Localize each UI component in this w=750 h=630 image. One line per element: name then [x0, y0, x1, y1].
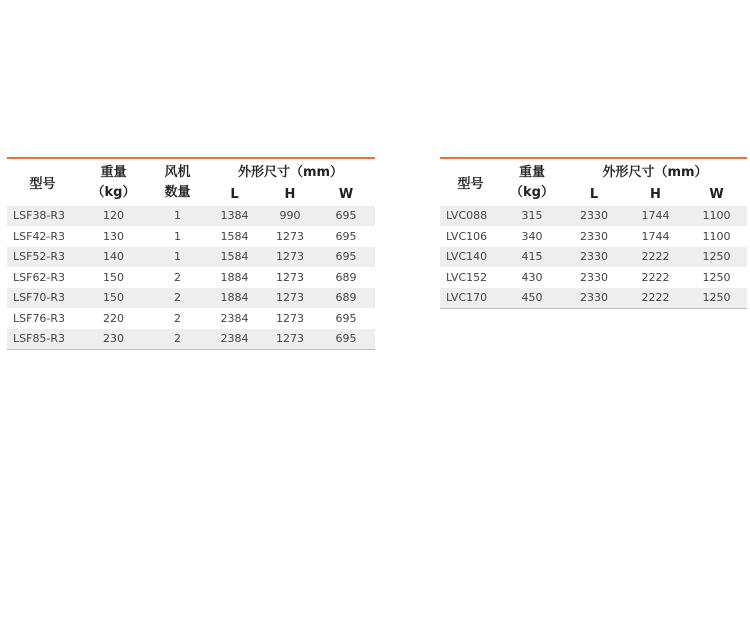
cell-L: 2330	[563, 206, 625, 226]
cell-model: LSF42-R3	[7, 226, 78, 247]
cell-H: 2222	[625, 267, 686, 288]
table-row	[7, 226, 375, 247]
header-dimensions: 外形尺寸（mm）	[563, 158, 747, 182]
cell-H: 1273	[263, 308, 317, 329]
cell-L: 1584	[206, 226, 263, 247]
cell-fans: 1	[149, 247, 206, 268]
header-length: L	[563, 182, 625, 206]
cell-fans: 1	[149, 206, 206, 226]
cell-model: LVC088	[440, 206, 501, 226]
cell-weight: 150	[78, 288, 149, 309]
cell-H: 1273	[263, 288, 317, 309]
cell-model: LVC140	[440, 247, 501, 268]
cell-L: 2330	[563, 247, 625, 268]
cell-model: LSF62-R3	[7, 267, 78, 288]
header-fan-count: 风机 数量	[149, 158, 206, 206]
header-height: H	[625, 182, 686, 206]
cell-weight: 315	[501, 206, 563, 226]
cell-L: 1884	[206, 288, 263, 309]
cell-weight: 415	[501, 247, 563, 268]
cell-fans: 2	[149, 267, 206, 288]
cell-H: 2222	[625, 288, 686, 309]
cell-weight: 450	[501, 288, 563, 309]
table-row	[440, 288, 747, 309]
table-row	[7, 288, 375, 309]
header-weight: 重量 （kg）	[501, 158, 563, 206]
cell-W: 689	[317, 288, 375, 309]
cell-W: 1250	[686, 267, 747, 288]
cell-W: 1100	[686, 206, 747, 226]
cell-H: 1273	[263, 226, 317, 247]
cell-model: LSF76-R3	[7, 308, 78, 329]
cell-model: LSF38-R3	[7, 206, 78, 226]
cell-W: 695	[317, 226, 375, 247]
cell-H: 1744	[625, 206, 686, 226]
header-length: L	[206, 182, 263, 206]
cell-H: 1273	[263, 329, 317, 350]
cell-L: 2330	[563, 226, 625, 247]
cell-H: 1273	[263, 247, 317, 268]
cell-fans: 2	[149, 329, 206, 350]
cell-model: LSF85-R3	[7, 329, 78, 350]
cell-weight: 230	[78, 329, 149, 350]
cell-H: 990	[263, 206, 317, 226]
cell-fans: 2	[149, 288, 206, 309]
cell-L: 2330	[563, 267, 625, 288]
header-weight: 重量 （kg）	[78, 158, 149, 206]
table-row	[440, 247, 747, 268]
cell-L: 2384	[206, 308, 263, 329]
cell-L: 1584	[206, 247, 263, 268]
cell-weight: 150	[78, 267, 149, 288]
table-row	[440, 267, 747, 288]
header-model: 型号	[7, 158, 78, 206]
lvc-table-body	[440, 206, 747, 308]
cell-model: LVC106	[440, 226, 501, 247]
table-row	[7, 329, 375, 350]
cell-L: 1884	[206, 267, 263, 288]
cell-H: 2222	[625, 247, 686, 268]
cell-model: LSF70-R3	[7, 288, 78, 309]
header-width: W	[686, 182, 747, 206]
cell-weight: 120	[78, 206, 149, 226]
cell-W: 695	[317, 329, 375, 350]
header-height: H	[263, 182, 317, 206]
lsf-table-body	[7, 206, 375, 349]
cell-weight: 130	[78, 226, 149, 247]
cell-model: LSF52-R3	[7, 247, 78, 268]
header-model: 型号	[440, 158, 501, 206]
cell-L: 2330	[563, 288, 625, 309]
cell-H: 1273	[263, 267, 317, 288]
lvc-spec-table	[440, 157, 747, 309]
cell-W: 1250	[686, 247, 747, 268]
cell-weight: 220	[78, 308, 149, 329]
header-dimensions: 外形尺寸（mm）	[206, 158, 375, 182]
cell-H: 1744	[625, 226, 686, 247]
cell-W: 689	[317, 267, 375, 288]
cell-weight: 340	[501, 226, 563, 247]
cell-W: 1100	[686, 226, 747, 247]
cell-W: 1250	[686, 288, 747, 309]
table-row	[7, 308, 375, 329]
cell-weight: 140	[78, 247, 149, 268]
table-row	[440, 206, 747, 226]
cell-weight: 430	[501, 267, 563, 288]
table-row	[7, 206, 375, 226]
table-row	[440, 226, 747, 247]
cell-model: LVC152	[440, 267, 501, 288]
cell-W: 695	[317, 308, 375, 329]
cell-L: 2384	[206, 329, 263, 350]
cell-L: 1384	[206, 206, 263, 226]
cell-fans: 1	[149, 226, 206, 247]
cell-fans: 2	[149, 308, 206, 329]
cell-W: 695	[317, 206, 375, 226]
cell-W: 695	[317, 247, 375, 268]
lsf-spec-table	[7, 157, 375, 350]
cell-model: LVC170	[440, 288, 501, 309]
header-width: W	[317, 182, 375, 206]
table-row	[7, 247, 375, 268]
table-row	[7, 267, 375, 288]
